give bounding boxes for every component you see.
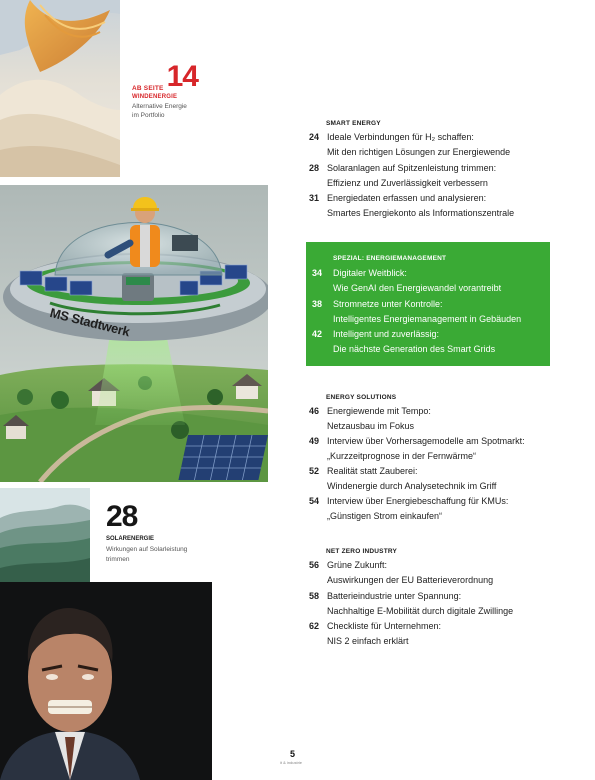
spezial-energiemanagement-box: [306, 242, 550, 366]
toc-subtitle: „Günstigen Strom einkaufen“: [327, 511, 443, 521]
toc-page-number: 62: [308, 621, 319, 631]
toc-subtitle: Wie GenAI den Energiewandel vorantreibt: [333, 283, 502, 293]
windenergie-feature: [132, 62, 242, 120]
toc-page-number: 42: [311, 329, 322, 339]
toc-title: Stromnetze unter Kontrolle:: [333, 299, 443, 309]
toc-title: Ideale Verbindungen für H₂ schaffen:: [327, 132, 474, 142]
feature-page-number: 28: [106, 500, 138, 533]
toc-page-number: 38: [311, 299, 322, 309]
toc-page-number: 34: [311, 268, 322, 278]
toc-subtitle: Die nächste Generation des Smart Grids: [333, 344, 496, 354]
toc-subtitle: Nachhaltige E-Mobilität durch digitale Zwillinge: [327, 606, 514, 616]
footer-text: it & industrie: [280, 760, 303, 765]
toc-title: Digitaler Weitblick:: [333, 268, 407, 278]
toc-subtitle: „Kurzzeitprognose in der Fernwärme“: [327, 451, 477, 461]
page-number: 5: [290, 749, 296, 759]
solarenergie-feature: [106, 500, 226, 564]
ufo-sign: MS Stadtwerk: [48, 305, 132, 340]
toc-subtitle: NIS 2 einfach erklärt: [327, 636, 409, 646]
toc-page-number: 24: [308, 132, 319, 142]
toc-page-number: 46: [308, 406, 319, 416]
toc-page-number: 58: [308, 591, 319, 601]
section-heading-net-zero-industry: NET ZERO INDUSTRY: [326, 548, 398, 555]
toc-subtitle: Intelligentes Energiemanagement in Gebäuden: [333, 314, 522, 324]
toc-subtitle: Mit den richtigen Lösungen zur Energiewende: [327, 147, 511, 157]
feature-kicker: SOLARENERGIE: [106, 536, 155, 542]
toc-title: Energiedaten erfassen und analysieren:: [327, 193, 487, 203]
toc-title: Batterieindustrie unter Spannung:: [327, 591, 462, 601]
section-heading-energy-solutions: ENERGY SOLUTIONS: [326, 394, 397, 401]
solarenergie-image: [0, 488, 90, 592]
toc-subtitle: Windenergie durch Analysetechnik im Griff: [327, 481, 497, 491]
section-heading-spezial: SPEZIAL: ENERGIEMANAGEMENT: [333, 255, 447, 262]
feature-description: Wirkungen auf Solarleistung trimmen: [106, 546, 188, 563]
toc-subtitle: Smartes Energiekonto als Informationszentrale: [327, 208, 515, 218]
toc-title: Grüne Zukunft:: [327, 560, 388, 570]
toc-title: Solaranlagen auf Spitzenleistung trimmen:: [327, 163, 497, 173]
toc-title: Checkliste für Unternehmen:: [327, 621, 442, 631]
feature-prefix: AB SEITE: [132, 85, 164, 92]
toc-subtitle: Auswirkungen der EU Batterieverordnung: [327, 575, 494, 585]
section-heading-smart-energy: SMART ENERGY: [326, 120, 381, 127]
toc-page-number: 49: [308, 436, 319, 446]
toc-page-number: 31: [308, 193, 319, 203]
toc-page-number: 28: [308, 163, 319, 173]
feature-page-number: 14: [166, 60, 198, 93]
feature-description: Alternative Energie im Portfolio: [132, 103, 187, 119]
net-zero-portrait-image: [0, 582, 212, 780]
feature-kicker: WINDENERGIE: [132, 94, 178, 100]
toc-title: Realität statt Zauberei:: [327, 466, 418, 476]
windenergie-image: [0, 0, 120, 177]
toc-title: Interview über Energiebeschaffung für KMUs:: [327, 496, 509, 506]
toc-title: Interview über Vorhersagemodelle am Spotmarkt:: [327, 436, 525, 446]
toc-subtitle: Effizienz und Zuverlässigkeit verbessern: [327, 178, 488, 188]
toc-page-number: 54: [308, 496, 319, 506]
toc-subtitle: Netzausbau im Fokus: [327, 421, 415, 431]
ufo-stadtwerk-illustration: [0, 185, 268, 482]
toc-title: Intelligent und zuverlässig:: [333, 329, 440, 339]
toc-title: Energiewende mit Tempo:: [327, 406, 431, 416]
toc-page-number: 56: [308, 560, 319, 570]
toc-page-number: 52: [308, 466, 319, 476]
